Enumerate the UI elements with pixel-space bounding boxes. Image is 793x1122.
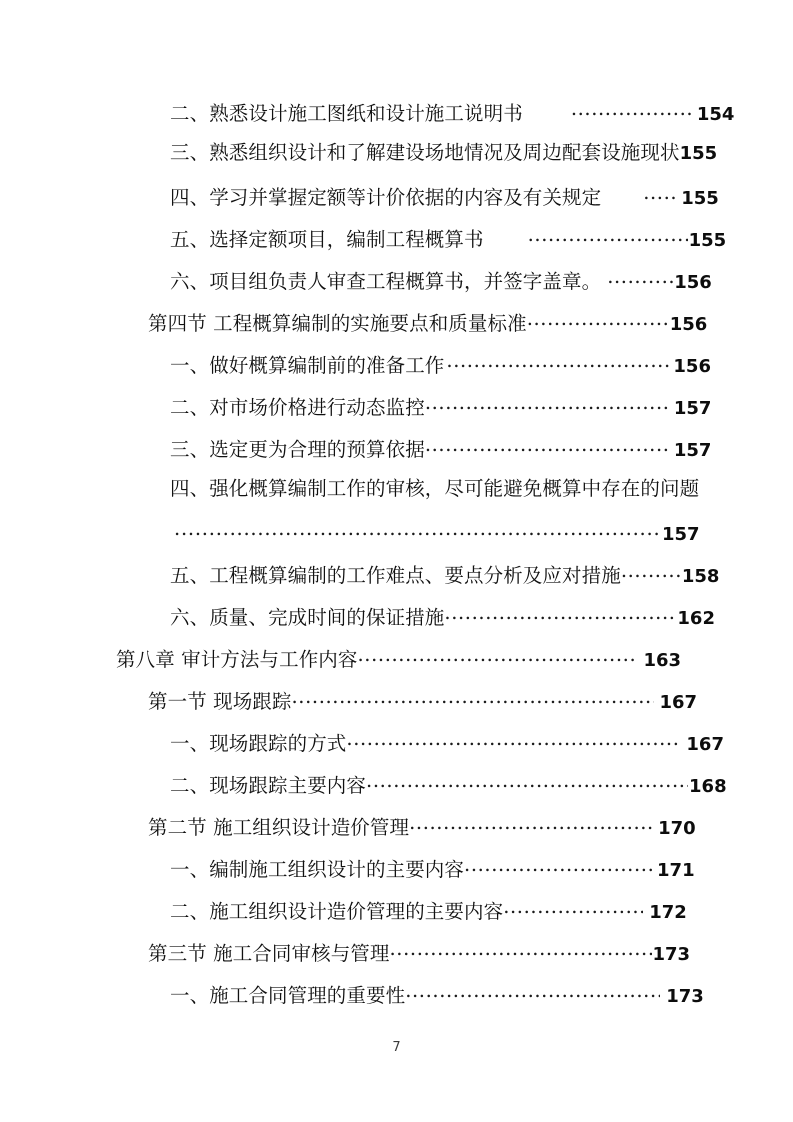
- toc-entry-page-number: 167: [686, 733, 724, 755]
- toc-entry-page-number: 158: [681, 565, 720, 587]
- toc-entry-page-number: 155: [688, 229, 727, 251]
- toc-entry[interactable]: [170, 982, 704, 1008]
- toc-entry-page-number: 173: [666, 985, 704, 1007]
- toc-dot-leader: [446, 352, 672, 372]
- toc-entry-title: 四、强化概算编制工作的审核，尽可能避免概算中存在的问题: [170, 477, 700, 500]
- toc-entry-title: 二、现场跟踪主要内容: [170, 773, 367, 797]
- toc-dot-leader: [390, 940, 652, 960]
- toc-entry-page-number: 171: [657, 859, 695, 881]
- toc-entry-title: 四、学习并掌握定额等计价依据的内容及有关规定: [170, 185, 602, 209]
- toc-dot-leader: [174, 520, 661, 540]
- toc-entry-title: 一、现场跟踪的方式: [170, 731, 347, 755]
- toc-dot-leader: [425, 394, 668, 414]
- toc-entry[interactable]: [170, 856, 695, 882]
- toc-entry[interactable]: [148, 814, 696, 840]
- toc-dot-leader: [425, 436, 668, 456]
- toc-entry-title: 第二节 施工组织设计造价管理: [148, 815, 410, 839]
- toc-entry[interactable]: [170, 394, 712, 420]
- toc-entry-page-number: 157: [673, 397, 712, 419]
- toc-entry-title: 六、项目组负责人审查工程概算书，并签字盖章。: [170, 269, 602, 293]
- toc-dot-leader: [464, 856, 656, 876]
- toc-entry[interactable]: [170, 184, 719, 210]
- toc-entry-title: 一、编制施工组织设计的主要内容: [170, 857, 465, 881]
- toc-dot-leader: [346, 730, 680, 750]
- toc-entry[interactable]: [148, 688, 698, 714]
- toc-entry[interactable]: [148, 310, 708, 336]
- toc-entry[interactable]: [170, 352, 711, 378]
- toc-entry-page-number: 155: [679, 143, 718, 164]
- toc-entry-title: 三、选定更为合理的预算依据: [170, 437, 425, 461]
- toc-dot-leader: [528, 226, 688, 246]
- toc-entry-page-number: 156: [669, 313, 708, 335]
- toc-entry-title: 六、质量、完成时间的保证措施: [170, 605, 445, 629]
- toc-entry[interactable]: [116, 646, 680, 672]
- toc-dot-leader: [621, 562, 681, 582]
- toc-entry-title: 三、熟悉组织设计和了解建设场地情况及周边配套设施现状: [170, 141, 680, 164]
- toc-entry-page-number: 168: [689, 775, 727, 797]
- toc-entry-page-number: 157: [662, 523, 700, 545]
- toc-entry-title: 一、施工合同管理的重要性: [170, 983, 406, 1007]
- toc-entry-page-number: 173: [652, 943, 691, 965]
- toc-dot-leader: [292, 688, 654, 708]
- toc-entry-page-number: 163: [643, 649, 682, 671]
- toc-dot-leader: [358, 646, 638, 666]
- toc-entry-title: 五、选择定额项目，编制工程概算书: [170, 227, 484, 251]
- toc-entry[interactable]: [170, 604, 715, 630]
- toc-entry-page-number: 170: [658, 817, 696, 839]
- toc-entry[interactable]: [170, 898, 687, 924]
- toc-entry-page-number: 167: [659, 691, 698, 713]
- toc-entry-page-number: 156: [673, 355, 711, 377]
- toc-dot-leader: [366, 772, 688, 792]
- toc-entry-title: 第八章 审计方法与工作内容: [116, 647, 358, 671]
- toc-entry-page-number: 155: [681, 187, 719, 209]
- toc-entry-title: 二、对市场价格进行动态监控: [170, 395, 425, 419]
- toc-dot-leader: [643, 184, 675, 204]
- toc-dot-leader: [409, 814, 652, 834]
- toc-entry-title: 二、熟悉设计施工图纸和设计施工说明书: [170, 101, 523, 125]
- toc-entry-page-number: 172: [649, 901, 687, 923]
- toc-entry-title: 第一节 现场跟踪: [148, 689, 292, 713]
- toc-entry-page-number: 157: [673, 439, 712, 461]
- toc-dot-leader: [571, 100, 691, 120]
- toc-entry-page-number: 162: [677, 607, 715, 629]
- toc-entry[interactable]: [148, 940, 691, 966]
- toc-entry[interactable]: [170, 436, 712, 462]
- toc-entry[interactable]: [170, 562, 720, 588]
- toc-dot-leader: [607, 268, 673, 288]
- toc-dot-leader: [527, 310, 669, 330]
- toc-dot-leader: [444, 604, 676, 624]
- toc-entry-title: 一、做好概算编制前的准备工作: [170, 353, 445, 377]
- toc-dot-leader: [503, 898, 643, 918]
- toc-entry[interactable]: [170, 268, 712, 294]
- toc-dot-leader: [405, 982, 660, 1002]
- toc-entry[interactable]: [170, 141, 718, 165]
- footer-page-number: 7: [392, 1040, 401, 1055]
- toc-entry[interactable]: [170, 477, 700, 500]
- toc-entry-page-number: 156: [674, 271, 712, 293]
- toc-entry-title: 二、施工组织设计造价管理的主要内容: [170, 899, 504, 923]
- toc-entry[interactable]: [170, 100, 735, 126]
- toc-entry[interactable]: [170, 226, 727, 252]
- toc-entry[interactable]: [170, 772, 727, 798]
- toc-entry-page-number: 154: [696, 103, 735, 125]
- toc-entry[interactable]: [174, 520, 700, 546]
- toc-entry-title: 第四节 工程概算编制的实施要点和质量标准: [148, 311, 527, 335]
- toc-entry-title: 第三节 施工合同审核与管理: [148, 941, 390, 965]
- toc-entry[interactable]: [170, 730, 724, 756]
- toc-entry-title: 五、工程概算编制的工作难点、要点分析及应对措施: [170, 563, 621, 587]
